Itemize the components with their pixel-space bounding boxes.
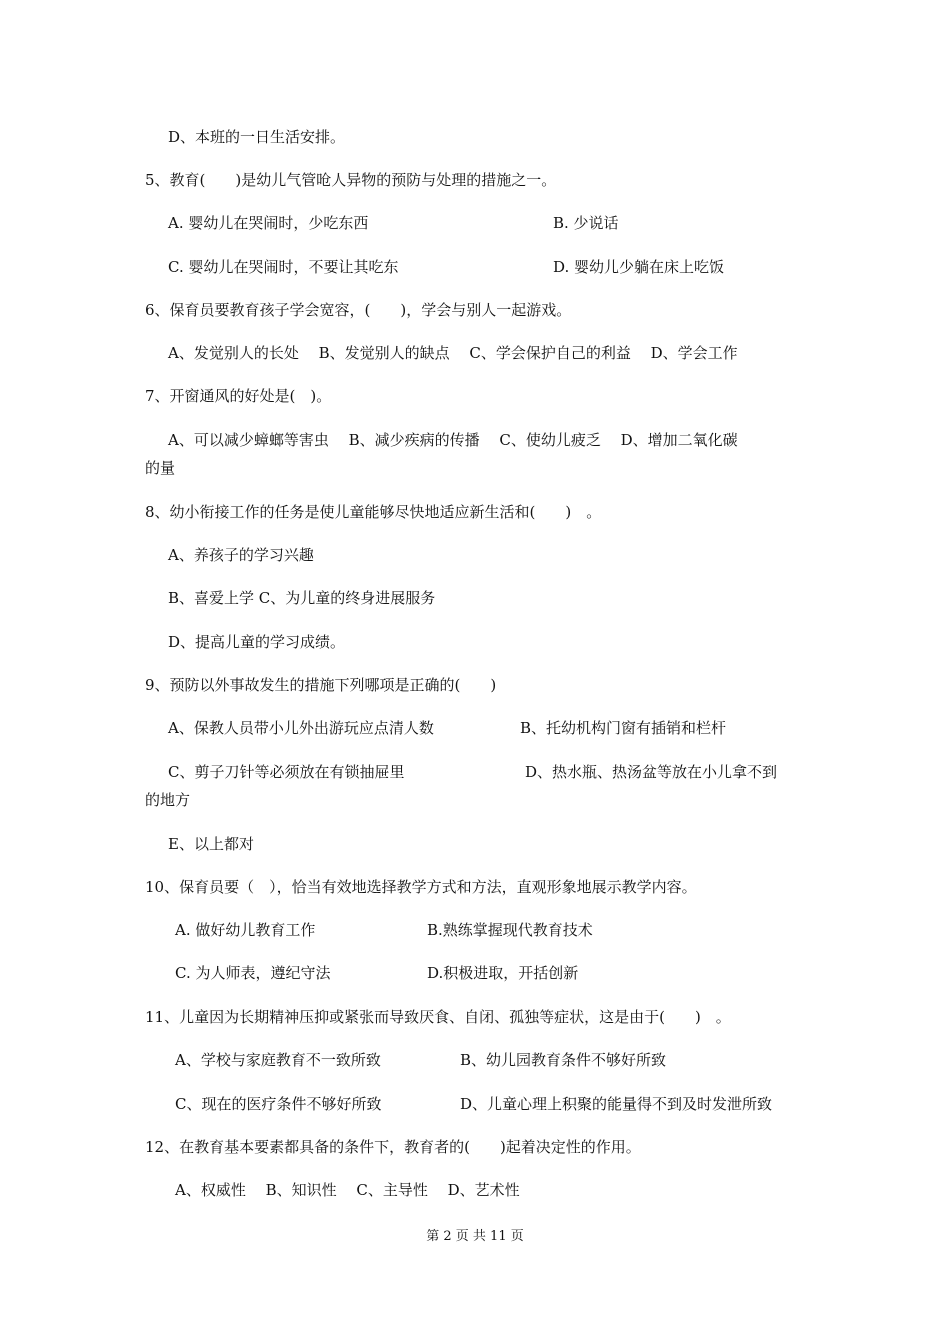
q10-option-d: D.积极进取，开括创新 — [427, 964, 579, 982]
q8-option-bc: B、喜爱上学 C、为儿童的终身进展服务 — [168, 589, 436, 607]
q5-stem: 5、教育( )是幼儿气管呛人异物的预防与处理的措施之一。 — [145, 171, 557, 189]
q9-option-a: A、保教人员带小儿外出游玩应点清人数 — [168, 719, 434, 737]
q7-stem: 7、开窗通风的好处是( )。 — [145, 387, 332, 405]
q6-stem: 6、保育员要教育孩子学会宽容，( )，学会与别人一起游戏。 — [145, 301, 572, 319]
q7-options-wrap: 的量 — [145, 459, 176, 477]
q11-option-d: D、儿童心理上积聚的能量得不到及时发泄所致 — [460, 1095, 773, 1113]
q6-options: A、发觉别人的长处 B、发觉别人的缺点 C、学会保护自己的利益 D、学会工作 — [168, 344, 738, 362]
q11-option-c: C、现在的医疗条件不够好所致 — [175, 1095, 382, 1113]
q11-option-b: B、幼儿园教育条件不够好所致 — [460, 1051, 667, 1069]
q9-option-d: D、热水瓶、热汤盆等放在小儿拿不到 — [525, 763, 778, 781]
q9-option-e: E、以上都对 — [168, 835, 254, 853]
q11-stem: 11、儿童因为长期精神压抑或紧张而导致厌食、自闭、孤独等症状，这是由于( ) 。 — [145, 1008, 731, 1026]
q4-option-d: D、本班的一日生活安排。 — [168, 128, 346, 146]
q5-option-d: D. 婴幼儿少躺在床上吃饭 — [553, 258, 725, 276]
q7-options: A、可以减少蟑螂等害虫 B、减少疾病的传播 C、使幼儿疲乏 D、增加二氧化碳 — [168, 431, 738, 449]
q5-option-b: B. 少说话 — [553, 214, 619, 232]
q8-option-d: D、提高儿童的学习成绩。 — [168, 633, 346, 651]
q12-options: A、权威性 B、知识性 C、主导性 D、艺术性 — [175, 1181, 520, 1199]
q5-option-c: C. 婴幼儿在哭闹时，不要让其吃东 — [168, 258, 399, 276]
q12-stem: 12、在教育基本要素都具备的条件下，教育者的( )起着决定性的作用。 — [145, 1138, 641, 1156]
page-footer: 第 2 页 共 11 页 — [426, 1229, 524, 1244]
q11-option-a: A、学校与家庭教育不一致所致 — [175, 1051, 381, 1069]
q10-option-c: C. 为人师表，遵纪守法 — [175, 964, 331, 982]
q9-option-d-wrap: 的地方 — [145, 791, 191, 809]
q8-stem: 8、幼小衔接工作的任务是使儿童能够尽快地适应新生活和( ) 。 — [145, 503, 602, 521]
q8-option-a: A、养孩子的学习兴趣 — [168, 546, 314, 564]
q5-option-a: A. 婴幼儿在哭闹时，少吃东西 — [168, 214, 369, 232]
q10-option-a: A. 做好幼儿教育工作 — [175, 921, 316, 939]
q9-stem: 9、预防以外事故发生的措施下列哪项是正确的( ) — [145, 676, 497, 694]
q10-stem: 10、保育员要（ ），恰当有效地选择教学方式和方法，直观形象地展示教学内容。 — [145, 878, 697, 896]
q10-option-b: B.熟练掌握现代教育技术 — [427, 921, 593, 939]
q9-option-c: C、剪子刀针等必须放在有锁抽屉里 — [168, 763, 405, 781]
q9-option-b: B、托幼机构门窗有插销和栏杆 — [520, 719, 727, 737]
